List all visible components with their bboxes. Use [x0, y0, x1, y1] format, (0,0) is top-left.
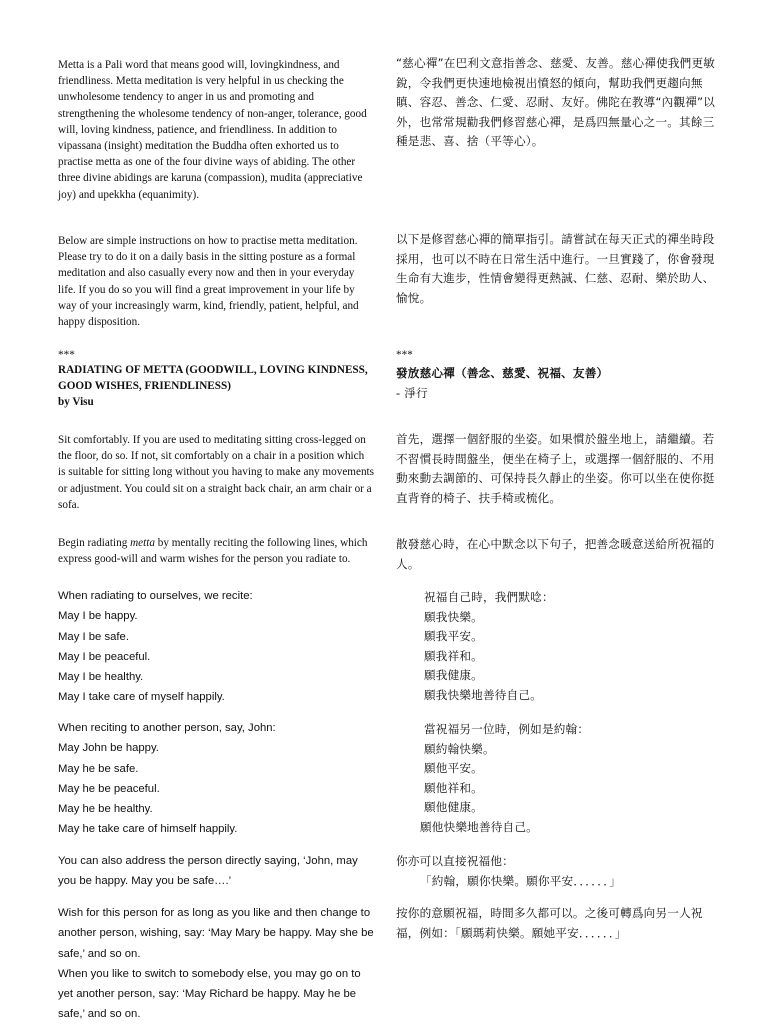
heading-text: RADIATING OF METTA (GOODWILL, LOVING KINDNESS, GOOD WISHES, FRIENDLINESS) — [58, 364, 368, 393]
list-item: May he be healthy. — [58, 803, 153, 816]
list-item: May John be happy. — [58, 742, 159, 755]
byline: by Visu — [58, 396, 94, 409]
separator: *** — [58, 349, 75, 361]
list-item: May I be healthy. — [58, 671, 144, 684]
list-item: 願他健康。 — [424, 800, 483, 815]
list-item: May he take care of himself happily. — [58, 823, 238, 836]
section-heading-zh — [396, 364, 716, 403]
heading-text-zh: 發放慈心禪（善念、慈愛、祝福、友善） — [396, 366, 609, 380]
sitting-paragraph-zh: 首先，選擇一個舒服的坐姿。如果慣於盤坐地上，請繼續。若不習慣長時間盤坐，便坐在椅子上，或選擇一個舒服的、不用動來動去調節的、可保持長久靜止的坐姿。你可以坐在使你挺直背脊的椅子、扶手椅或梳化。 — [396, 432, 715, 505]
other-intro-zh: 當祝福另一位時，例如是約翰： — [424, 722, 590, 736]
list-item: 願我平安。 — [424, 629, 483, 644]
list-item: May I be safe. — [58, 630, 129, 643]
list-item: May I be peaceful. — [58, 650, 151, 663]
list-item: 願我快樂。 — [424, 609, 483, 624]
self-intro-zh: 祝福自己時，我們默唸： — [424, 590, 554, 604]
direct-quote-zh: 「約翰，願你快樂。願你平安．．．．．．」 — [420, 873, 622, 888]
list-item: 願我快樂地善待自己。 — [424, 687, 542, 702]
list-item: May I be happy. — [58, 610, 138, 623]
intro-paragraph-1-zh: “慈心禪”在巴利文意指善念、慈愛、友善。慈心禪使我們更敏銳，令我們更快速地檢視出憤怒的傾向，幫助我們更趨向無瞋、容忍、善念、仁愛、忍耐、友好。佛陀在教導“內觀禪”以外，也常常規勸我們修習慈心禪，是爲四無量心之一。其餘三種是悲、喜、捨（平等心）。 — [396, 56, 716, 149]
list-item: 願他快樂地善待自己。 — [420, 819, 538, 834]
switch-text: When you like to switch to somebody else, you may go on to yet another person, say: ‘May Richard be happy. May he be safe,’ and so on. — [58, 967, 361, 1021]
self-intro: When radiating to ourselves, we recite: — [58, 590, 253, 602]
list-item: 願我祥和。 — [424, 648, 483, 663]
self-recitation-zh — [396, 588, 716, 706]
list-item: 願他平安。 — [424, 761, 483, 776]
closing-paragraph-zh: 按你的意願祝福，時間多久都可以。之後可轉爲向另一人祝福，例如：「願瑪莉快樂。願她平安．．．．．．」 — [396, 906, 703, 940]
byline-zh: - 淨行 — [396, 385, 428, 400]
wish-text: Wish for this person for as long as you like and then change to another person, wishing, say: ‘May Mary be happy. May she be safe,’ and so on. — [58, 907, 374, 960]
self-recitation — [58, 586, 374, 708]
section-heading — [58, 362, 374, 411]
direct-address-paragraph: You can also address the person directly saying, ‘John, may you be happy. May you be safe….’ — [58, 855, 358, 888]
separator-zh: *** — [396, 349, 413, 361]
list-item: 願約翰快樂。 — [424, 741, 495, 756]
closing-paragraph — [58, 903, 374, 1025]
other-intro: When reciting to another person, say, John: — [58, 722, 276, 734]
sitting-paragraph: Sit comfortably. If you are used to meditating sitting cross-legged on the floor, do so. If not, sit comfortably on a chair in a position which is suitable for sitting long without you having to make any movements or adjustment. You could sit on a straight back chair, an arm chair or a sofa. — [58, 434, 375, 511]
list-item: May I take care of myself happily. — [58, 691, 225, 704]
direct-address-zh — [396, 852, 716, 891]
intro-paragraph-1: Metta is a Pali word that means good will, lovingkindness, and friendliness. Metta meditation is very helpful in us checking the unwholesome tendency to anger in us and promoting and strengthening the wholesome tendency of non-anger, tolerance, good will, loving kindness, patience, and friendliness. In addition to vipassana (insight) meditation the Buddha often exhorted us to practise metta as one of the four divine ways of abiding. The other three divine abidings are karuna (compassion), mudita (appreciative joy) and upekkha (equanimity). — [58, 59, 367, 201]
begin-paragraph: Begin radiating metta by mentally reciting the following lines, which express good-will and warm wishes for the person you radiate to. — [58, 537, 368, 566]
begin-paragraph-zh: 散發慈心時，在心中默念以下句子，把善念暖意送給所祝福的人。 — [396, 537, 715, 571]
list-item: May he be peaceful. — [58, 782, 160, 795]
other-recitation-zh — [396, 720, 716, 838]
other-recitation — [58, 718, 374, 840]
intro-paragraph-2-zh: 以下是修習慈心禪的簡單指引。請嘗試在每天正式的禪坐時段採用，也可以不時在日常生活中進行。一旦實踐了，你會發現生命有大進步，性情會變得更熱誠、仁慈、忍耐、樂於助人、愉悅。 — [396, 232, 715, 305]
intro-paragraph-2: Below are simple instructions on how to practise metta meditation. Please try to do it on a daily basis in the sitting posture as a formal meditation and also casually every now and then in your everyday life. If you do so you will find a great improvement in your life by way of your increasingly warm, kind, friendly, patient, helpful, and happy disposition. — [58, 235, 359, 329]
list-item: 願我健康。 — [424, 668, 483, 683]
metta-term: metta — [130, 537, 155, 549]
list-item: May he be safe. — [58, 762, 139, 775]
list-item: 願他祥和。 — [424, 780, 483, 795]
direct-intro-zh: 你亦可以直接祝福他： — [396, 854, 514, 868]
